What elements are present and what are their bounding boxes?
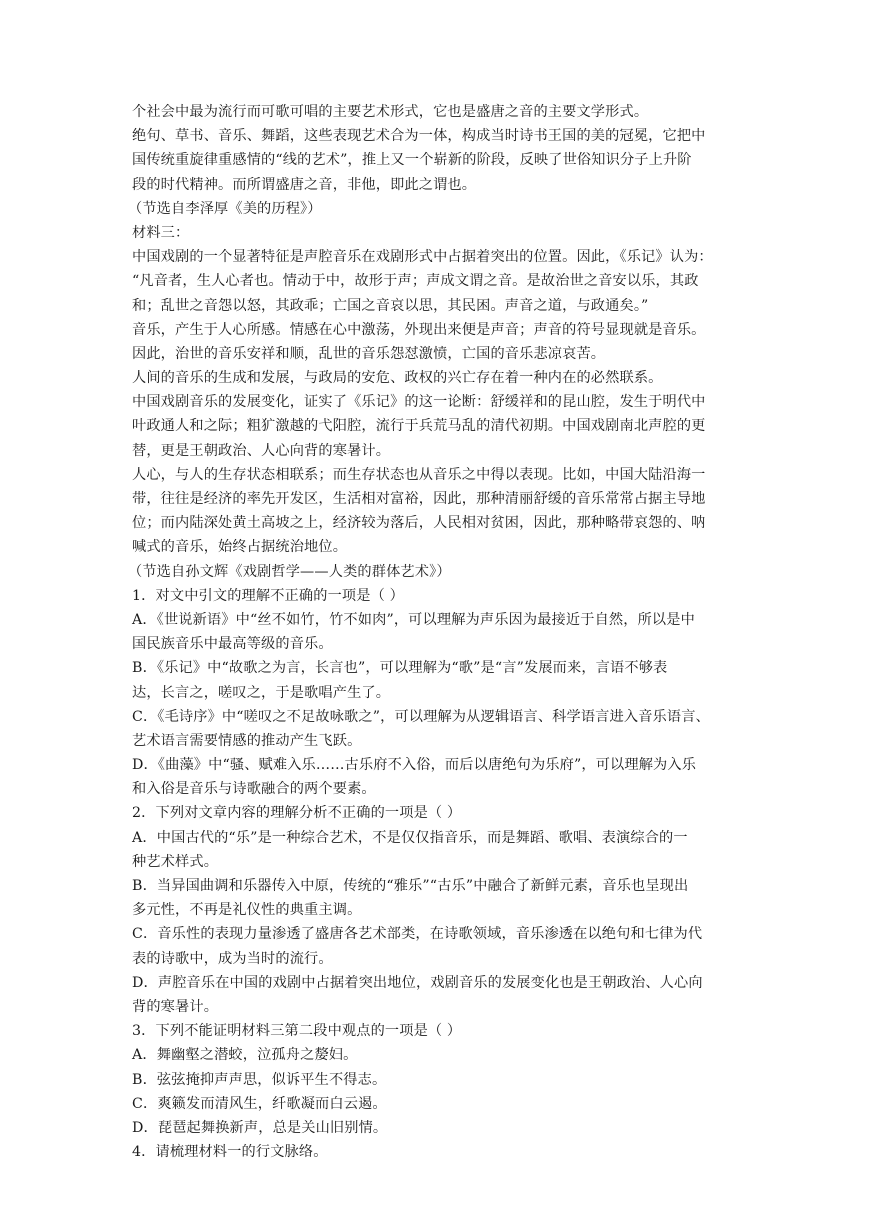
- text-line: 音乐，产生于人心所感。情感在心中激荡，外现出来便是声音；声音的符号显现就是音乐。: [132, 321, 706, 338]
- source-citation: （节选自李泽厚《美的历程》）: [128, 200, 322, 217]
- question-option: D．声腔音乐在中国的戏剧中占据着突出地位，戏剧音乐的发展变化也是王朝政治、人心向: [132, 974, 703, 991]
- question-option: D．《曲藻》中“骚、赋难入乐……古乐府不入俗，而后以唐绝句为乐府”，可以理解为入乐: [132, 757, 697, 774]
- text-line: 国民族音乐中最高等级的音乐。: [132, 636, 333, 653]
- question-option: C．《毛诗序》中“嗟叹之不足故咏歌之”，可以理解为从逻辑语言、科学语言进入音乐语言、: [132, 708, 710, 725]
- text-line: 因此，治世的音乐安祥和顺，乱世的音乐怨怼激愤，亡国的音乐悲凉哀苦。: [132, 345, 606, 362]
- section-heading: 材料三：: [132, 224, 190, 241]
- text-line: 带，往往是经济的率先开发区，生活相对富裕，因此，那种清丽舒缓的音乐常常占据主导地: [132, 491, 706, 507]
- text-line: 段的时代精神。而所谓盛唐之音，非他，即此之谓也。: [132, 176, 477, 193]
- text-line: 国传统重旋律重感情的“线的艺术”，推上又一个崭新的阶段，反映了世俗知识分子上升阶: [132, 152, 692, 169]
- question-option: C．音乐性的表现力量渗透了盛唐各艺术部类，在诗歌领域，音乐渗透在以绝句和七律为代: [132, 926, 703, 943]
- question-option: D．琵琶起舞换新声，总是关山旧别情。: [132, 1119, 388, 1136]
- question-option: A．中国古代的“乐”是一种综合艺术，不是仅仅指音乐，而是舞蹈、歌唱、表演综合的一: [132, 829, 688, 846]
- question-option: B．当异国曲调和乐器传入中原，传统的“雅乐”“古乐”中融合了新鲜元素，音乐也呈现出: [132, 878, 689, 894]
- text-line: 和入俗是音乐与诗歌融合的两个要素。: [132, 781, 376, 798]
- question-stem: 2．下列对文章内容的理解分析不正确的一项是（ ）: [132, 805, 462, 822]
- text-line: 中国戏剧音乐的发展变化，证实了《乐记》的这一论断：舒缓祥和的昆山腔，发生于明代中: [132, 394, 706, 411]
- text-line: 种艺术样式。: [132, 853, 219, 870]
- text-line: “凡音者，生人心者也。情动于中，故形于声；声成文谓之音。是故治世之音安以乐，其政: [132, 273, 699, 290]
- question-option: C．爽籁发而清风生，纤歌凝而白云遏。: [132, 1095, 387, 1112]
- question-option: A．《世说新语》中“丝不如竹，竹不如肉”，可以理解为声乐因为最接近于自然，所以是中: [132, 611, 695, 628]
- source-citation: （节选自孙文辉《戏剧哲学——人类的群体艺术》）: [128, 563, 451, 580]
- text-line: 叶政通人和之际；粗犷激越的弋阳腔，流行于兵荒马乱的清代初期。中国戏剧南北声腔的更: [132, 418, 706, 435]
- question-stem: 4．请梳理材料一的行文脉络。: [132, 1144, 328, 1161]
- question-stem: 1．对文中引文的理解不正确的一项是（ ）: [132, 587, 404, 604]
- text-line: 位；而内陆深处黄土高坡之上，经济较为落后，人民相对贫困，因此，那种略带哀怨的、呐: [132, 515, 706, 532]
- text-line: 中国戏剧的一个显著特征是声腔音乐在戏剧形式中占据着突出的位置。因此，《乐记》认为：: [132, 249, 713, 266]
- text-line: 人间的音乐的生成和发展，与政局的安危、政权的兴亡存在着一种内在的必然联系。: [132, 370, 663, 387]
- text-line: 多元性，不再是礼仪性的典重主调。: [132, 902, 362, 919]
- text-line: 艺术语言需要情感的推动产生飞跃。: [132, 732, 362, 749]
- text-line: 表的诗歌中，成为当时的流行。: [132, 950, 333, 967]
- question-option: B．弦弦掩抑声声思，似诉平生不得志。: [132, 1071, 387, 1088]
- document-page: [128, 100, 740, 1164]
- text-line: 人心，与人的生存状态相联系；而生存状态也从音乐之中得以表现。比如，中国大陆沿海一: [132, 466, 706, 483]
- text-line: 替，更是王朝政治、人心向背的寒暑计。: [132, 442, 391, 459]
- text-line: 达，长言之，嗟叹之，于是歌唱产生了。: [132, 684, 391, 701]
- text-line: 个社会中最为流行而可歌可唱的主要艺术形式，它也是盛唐之音的主要文学形式。: [132, 104, 649, 120]
- text-line: 背的寒暑计。: [132, 998, 219, 1015]
- text-line: 喊式的音乐，始终占据统治地位。: [132, 539, 348, 556]
- question-stem: 3．下列不能证明材料三第二段中观点的一项是（ ）: [132, 1023, 462, 1040]
- text-line: 和；乱世之音怨以怒，其政乖；亡国之音哀以思，其民困。声音之道，与政通矣。”: [132, 297, 649, 314]
- question-option: A．舞幽壑之潜蛟，泣孤舟之嫠妇。: [132, 1047, 358, 1064]
- text-line: 绝句、草书、音乐、舞蹈，这些表现艺术合为一体，构成当时诗书王国的美的冠冕，它把中: [132, 128, 706, 145]
- question-option: B．《乐记》中“故歌之为言，长言也”，可以理解为“歌”是“言”发展而来，言语不够表: [132, 660, 668, 677]
